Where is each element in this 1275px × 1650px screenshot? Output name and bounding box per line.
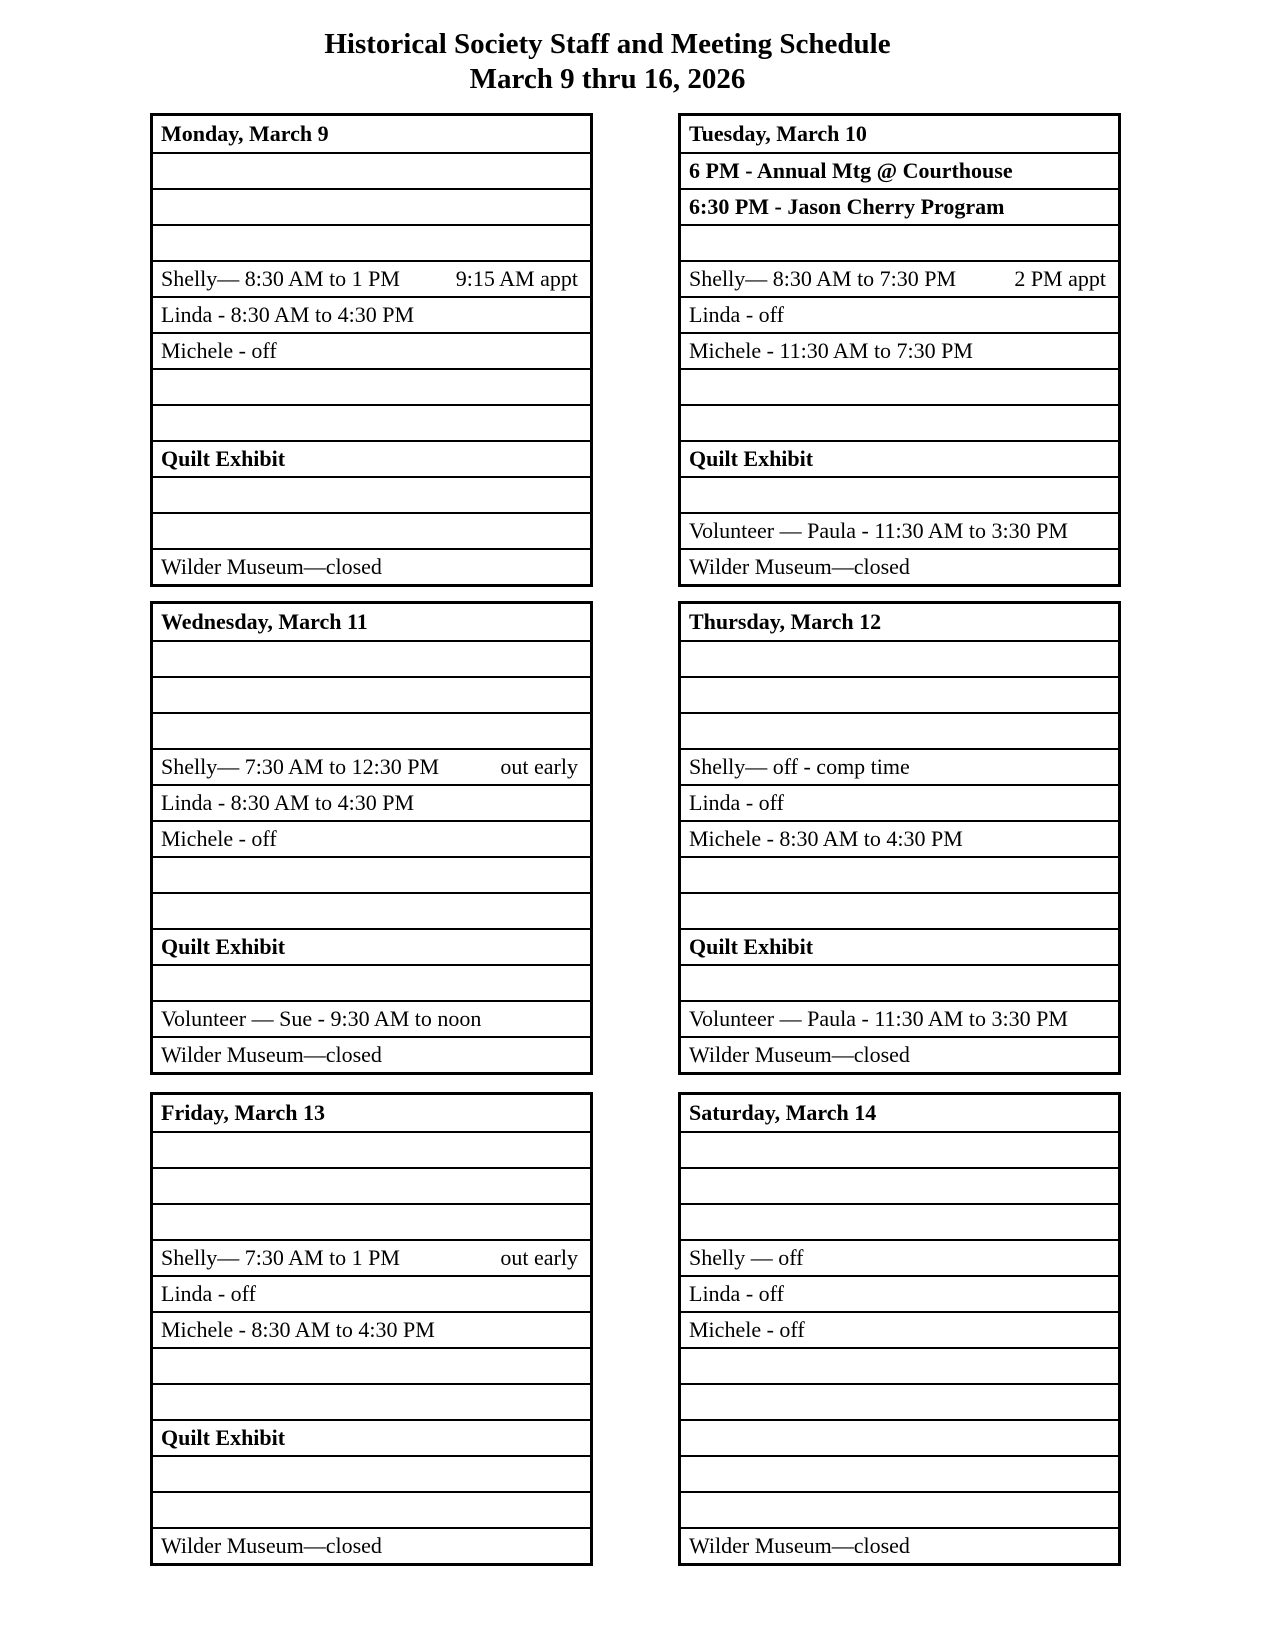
schedule-row bbox=[153, 966, 590, 1002]
row-text: Volunteer — Paula - 11:30 AM to 3:30 PM bbox=[689, 1006, 1068, 1031]
schedule-row bbox=[153, 1313, 590, 1349]
row-text: Volunteer — Paula - 11:30 AM to 3:30 PM bbox=[689, 518, 1068, 543]
schedule-row bbox=[153, 1421, 590, 1457]
schedule-row bbox=[153, 930, 590, 966]
row-text: Wilder Museum—closed bbox=[161, 554, 382, 579]
day-title: Saturday, March 14 bbox=[689, 1100, 877, 1125]
row-note: 2 PM appt bbox=[1014, 266, 1106, 291]
schedule-row bbox=[153, 642, 590, 678]
day-title: Wednesday, March 11 bbox=[161, 609, 368, 634]
day-header-row bbox=[153, 604, 590, 642]
schedule-row bbox=[681, 262, 1118, 298]
schedule-row bbox=[681, 190, 1118, 226]
row-text: Michele - 8:30 AM to 4:30 PM bbox=[161, 1317, 435, 1342]
schedule-row bbox=[681, 1133, 1118, 1169]
schedule-row bbox=[681, 1241, 1118, 1277]
row-note: out early bbox=[500, 754, 578, 779]
schedule-row bbox=[681, 478, 1118, 514]
schedule-row bbox=[681, 858, 1118, 894]
schedule-row bbox=[153, 406, 590, 442]
row-note: out early bbox=[500, 1245, 578, 1270]
schedule-row bbox=[681, 1038, 1118, 1072]
schedule-row bbox=[153, 262, 590, 298]
row-text: Linda - off bbox=[689, 302, 784, 327]
schedule-row bbox=[681, 1002, 1118, 1038]
schedule-row bbox=[153, 1277, 590, 1313]
row-text: Linda - off bbox=[689, 790, 784, 815]
day-title: Tuesday, March 10 bbox=[689, 121, 867, 146]
day-header-row bbox=[681, 116, 1118, 154]
row-text: Shelly— 8:30 AM to 1 PM bbox=[161, 266, 400, 291]
schedule-row bbox=[681, 334, 1118, 370]
schedule-row bbox=[153, 894, 590, 930]
row-text: Wilder Museum—closed bbox=[161, 1533, 382, 1558]
day-title: Monday, March 9 bbox=[161, 121, 329, 146]
row-text: Michele - off bbox=[689, 1317, 805, 1342]
schedule-row bbox=[681, 1313, 1118, 1349]
row-text: Shelly— 8:30 AM to 7:30 PM bbox=[689, 266, 957, 291]
row-text: Shelly— 7:30 AM to 12:30 PM bbox=[161, 754, 440, 779]
schedule-row bbox=[681, 550, 1118, 584]
schedule-row bbox=[153, 226, 590, 262]
schedule-row bbox=[153, 1493, 590, 1529]
row-text: Wilder Museum—closed bbox=[689, 554, 910, 579]
schedule-row bbox=[681, 1205, 1118, 1241]
row-text: Volunteer — Sue - 9:30 AM to noon bbox=[161, 1006, 482, 1031]
page-title-line-1: Historical Society Staff and Meeting Schedule bbox=[324, 28, 891, 60]
day-box-wednesday bbox=[150, 601, 593, 1075]
row-text: Linda - off bbox=[161, 1281, 256, 1306]
row-text: Shelly— 7:30 AM to 1 PM bbox=[161, 1245, 400, 1270]
schedule-row bbox=[681, 442, 1118, 478]
schedule-row bbox=[153, 370, 590, 406]
schedule-row bbox=[681, 406, 1118, 442]
schedule-row bbox=[681, 714, 1118, 750]
schedule-row bbox=[153, 514, 590, 550]
schedule-row bbox=[681, 1493, 1118, 1529]
row-text: 6:30 PM - Jason Cherry Program bbox=[689, 194, 1005, 219]
schedule-row bbox=[681, 1277, 1118, 1313]
schedule-row bbox=[153, 1169, 590, 1205]
row-text: Michele - off bbox=[161, 826, 277, 851]
schedule-row bbox=[153, 1241, 590, 1277]
schedule-row bbox=[681, 1349, 1118, 1385]
schedule-row bbox=[153, 1205, 590, 1241]
row-text: Michele - 11:30 AM to 7:30 PM bbox=[689, 338, 973, 363]
row-text: Quilt Exhibit bbox=[689, 446, 814, 471]
schedule-row bbox=[681, 1529, 1118, 1563]
schedule-row bbox=[153, 334, 590, 370]
day-title: Thursday, March 12 bbox=[689, 609, 882, 634]
schedule-row bbox=[153, 714, 590, 750]
schedule-row bbox=[153, 1529, 590, 1563]
schedule-row bbox=[153, 1002, 590, 1038]
row-text: Quilt Exhibit bbox=[689, 934, 814, 959]
day-header-row bbox=[681, 1095, 1118, 1133]
schedule-row bbox=[681, 1385, 1118, 1421]
schedule-row bbox=[681, 226, 1118, 262]
schedule-row bbox=[153, 1133, 590, 1169]
schedule-row bbox=[681, 894, 1118, 930]
day-title: Friday, March 13 bbox=[161, 1100, 325, 1125]
schedule-row bbox=[681, 1169, 1118, 1205]
row-text: Shelly— off - comp time bbox=[689, 754, 910, 779]
schedule-row bbox=[153, 822, 590, 858]
schedule-row bbox=[153, 298, 590, 334]
day-box-monday bbox=[150, 113, 593, 587]
row-text: Wilder Museum—closed bbox=[689, 1533, 910, 1558]
row-note: 9:15 AM appt bbox=[455, 266, 578, 291]
schedule-row bbox=[681, 514, 1118, 550]
row-text: Michele - off bbox=[161, 338, 277, 363]
day-box-tuesday bbox=[678, 113, 1121, 587]
row-text: Linda - 8:30 AM to 4:30 PM bbox=[161, 790, 415, 815]
schedule-row bbox=[681, 1421, 1118, 1457]
row-text: Quilt Exhibit bbox=[161, 446, 286, 471]
row-text: Quilt Exhibit bbox=[161, 1425, 286, 1450]
schedule-row bbox=[153, 786, 590, 822]
schedule-row bbox=[681, 298, 1118, 334]
row-text: 6 PM - Annual Mtg @ Courthouse bbox=[689, 158, 1013, 183]
schedule-row bbox=[153, 1457, 590, 1493]
schedule-row bbox=[681, 822, 1118, 858]
day-box-saturday bbox=[678, 1092, 1121, 1566]
row-text: Shelly — off bbox=[689, 1245, 804, 1270]
day-header-row bbox=[153, 116, 590, 154]
schedule-row bbox=[681, 678, 1118, 714]
row-text: Wilder Museum—closed bbox=[161, 1042, 382, 1067]
schedule-row bbox=[153, 678, 590, 714]
day-box-thursday bbox=[678, 601, 1121, 1075]
schedule-row bbox=[681, 750, 1118, 786]
schedule-row bbox=[153, 190, 590, 226]
page-title-line-2: March 9 thru 16, 2026 bbox=[469, 63, 746, 95]
schedule-row bbox=[681, 966, 1118, 1002]
schedule-row bbox=[153, 750, 590, 786]
schedule-row bbox=[681, 642, 1118, 678]
schedule-row bbox=[681, 930, 1118, 966]
row-text: Michele - 8:30 AM to 4:30 PM bbox=[689, 826, 963, 851]
schedule-row bbox=[153, 478, 590, 514]
row-text: Wilder Museum—closed bbox=[689, 1042, 910, 1067]
schedule-row bbox=[153, 1385, 590, 1421]
day-header-row bbox=[681, 604, 1118, 642]
schedule-row bbox=[153, 550, 590, 584]
schedule-row bbox=[681, 1457, 1118, 1493]
schedule-row bbox=[681, 370, 1118, 406]
day-header-row bbox=[153, 1095, 590, 1133]
page-title bbox=[0, 27, 1215, 97]
schedule-row bbox=[153, 1349, 590, 1385]
schedule-row bbox=[153, 858, 590, 894]
schedule-row bbox=[153, 154, 590, 190]
row-text: Quilt Exhibit bbox=[161, 934, 286, 959]
row-text: Linda - off bbox=[689, 1281, 784, 1306]
schedule-row bbox=[681, 154, 1118, 190]
schedule-row bbox=[153, 1038, 590, 1072]
row-text: Linda - 8:30 AM to 4:30 PM bbox=[161, 302, 415, 327]
day-box-friday bbox=[150, 1092, 593, 1566]
schedule-row bbox=[153, 442, 590, 478]
schedule-row bbox=[681, 786, 1118, 822]
